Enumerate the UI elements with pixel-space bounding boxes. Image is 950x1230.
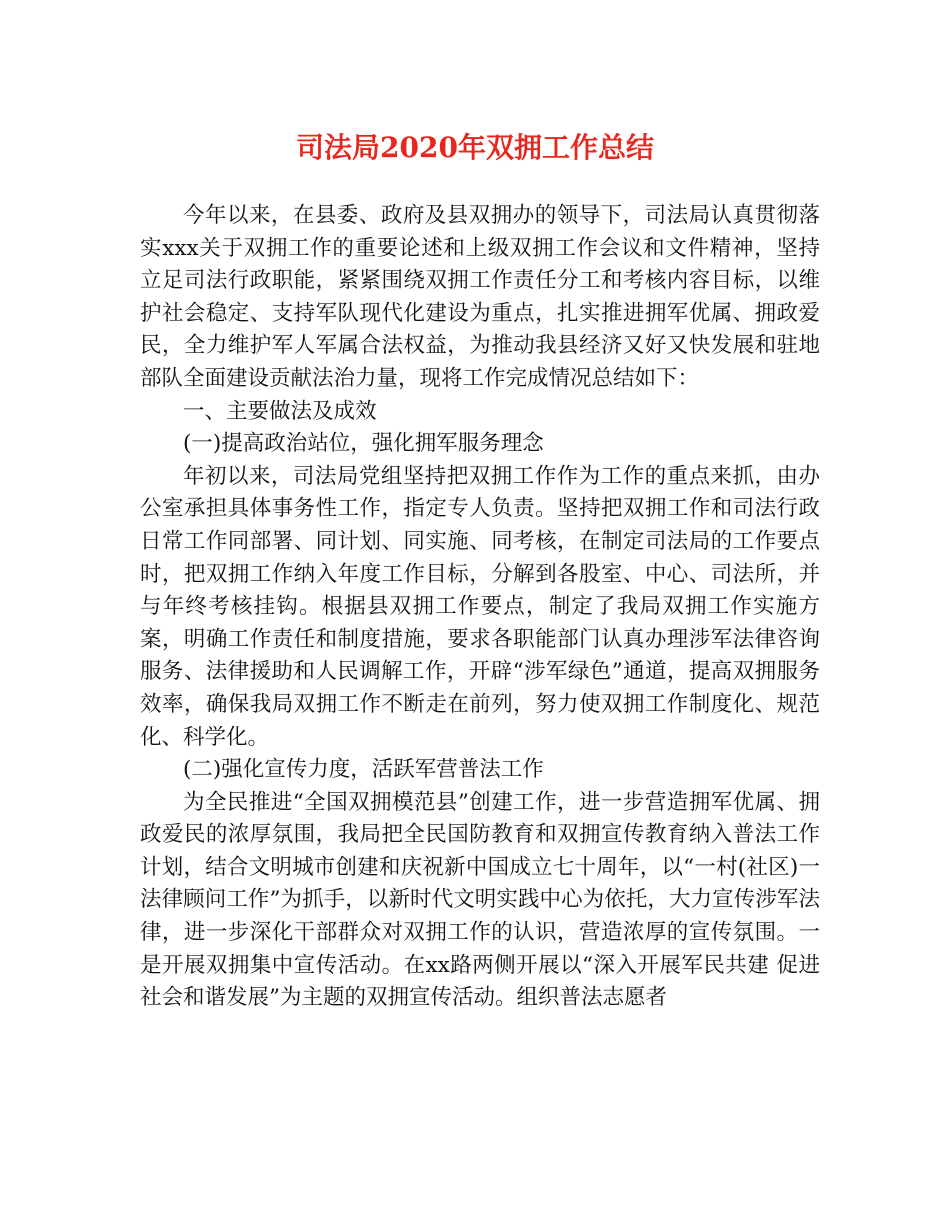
subsection-2-paragraph: 为全民推进“全国双拥模范县”创建工作，进一步营造拥军优属、拥政爱民的浓厚氛围，我局把全民国防教育和双拥宣传教育纳入普法工作计划，结合文明城市创建和庆祝新中国成立七十周年，以“一村(社区)一法律顾问工作”为抓手，以新时代文明实践中心为依托，大力宣传涉军法律，进一步深化干部群众对双拥工作的认识，营造浓厚的宣传氛围。一是开展双拥集中宣传活动。在xx路两侧开展以“深入开展军民共建 促进社会和谐发展”为主题的双拥宣传活动。组织普法志愿者 [140,789,820,1011]
document-title: 司法局2020年双拥工作总结 [296,131,654,164]
section-heading-main-practices: 一、主要做法及成效 [183,398,377,424]
subsection-heading-2: (二)强化宣传力度，活跃军营普法工作 [183,757,544,783]
document-body [140,200,820,1015]
intro-paragraph: 今年以来，在县委、政府及县双拥办的领导下，司法局认真贯彻落实xxx关于双拥工作的重要论述和上级双拥工作会议和文件精神，坚持立足司法行政职能，紧紧围绕双拥工作责任分工和考核内容目标，以维护社会稳定、支持军队现代化建设为重点，扎实推进拥军优属、拥政爱民，全力维护军人军属合法权益，为推动我县经济又好又快发展和驻地部队全面建设贡献法治力量，现将工作完成情况总结如下： [140,203,820,391]
subsection-heading-1: (一)提高政治站位，强化拥军服务理念 [183,431,544,457]
subsection-1-paragraph: 年初以来，司法局党组坚持把双拥工作作为工作的重点来抓，由办公室承担具体事务性工作，指定专人负责。坚持把双拥工作和司法行政日常工作同部署、同计划、同实施、同考核，在制定司法局的工作要点时，把双拥工作纳入年度工作目标，分解到各股室、中心、司法所，并与年终考核挂钩。根据县双拥工作要点，制定了我局双拥工作实施方案，明确工作责任和制度措施，要求各职能部门认真办理涉军法律咨询服务、法律援助和人民调解工作，开辟“涉军绿色”通道，提高双拥服务效率，确保我局双拥工作不断走在前列，努力使双拥工作制度化、规范化、科学化。 [140,463,820,750]
